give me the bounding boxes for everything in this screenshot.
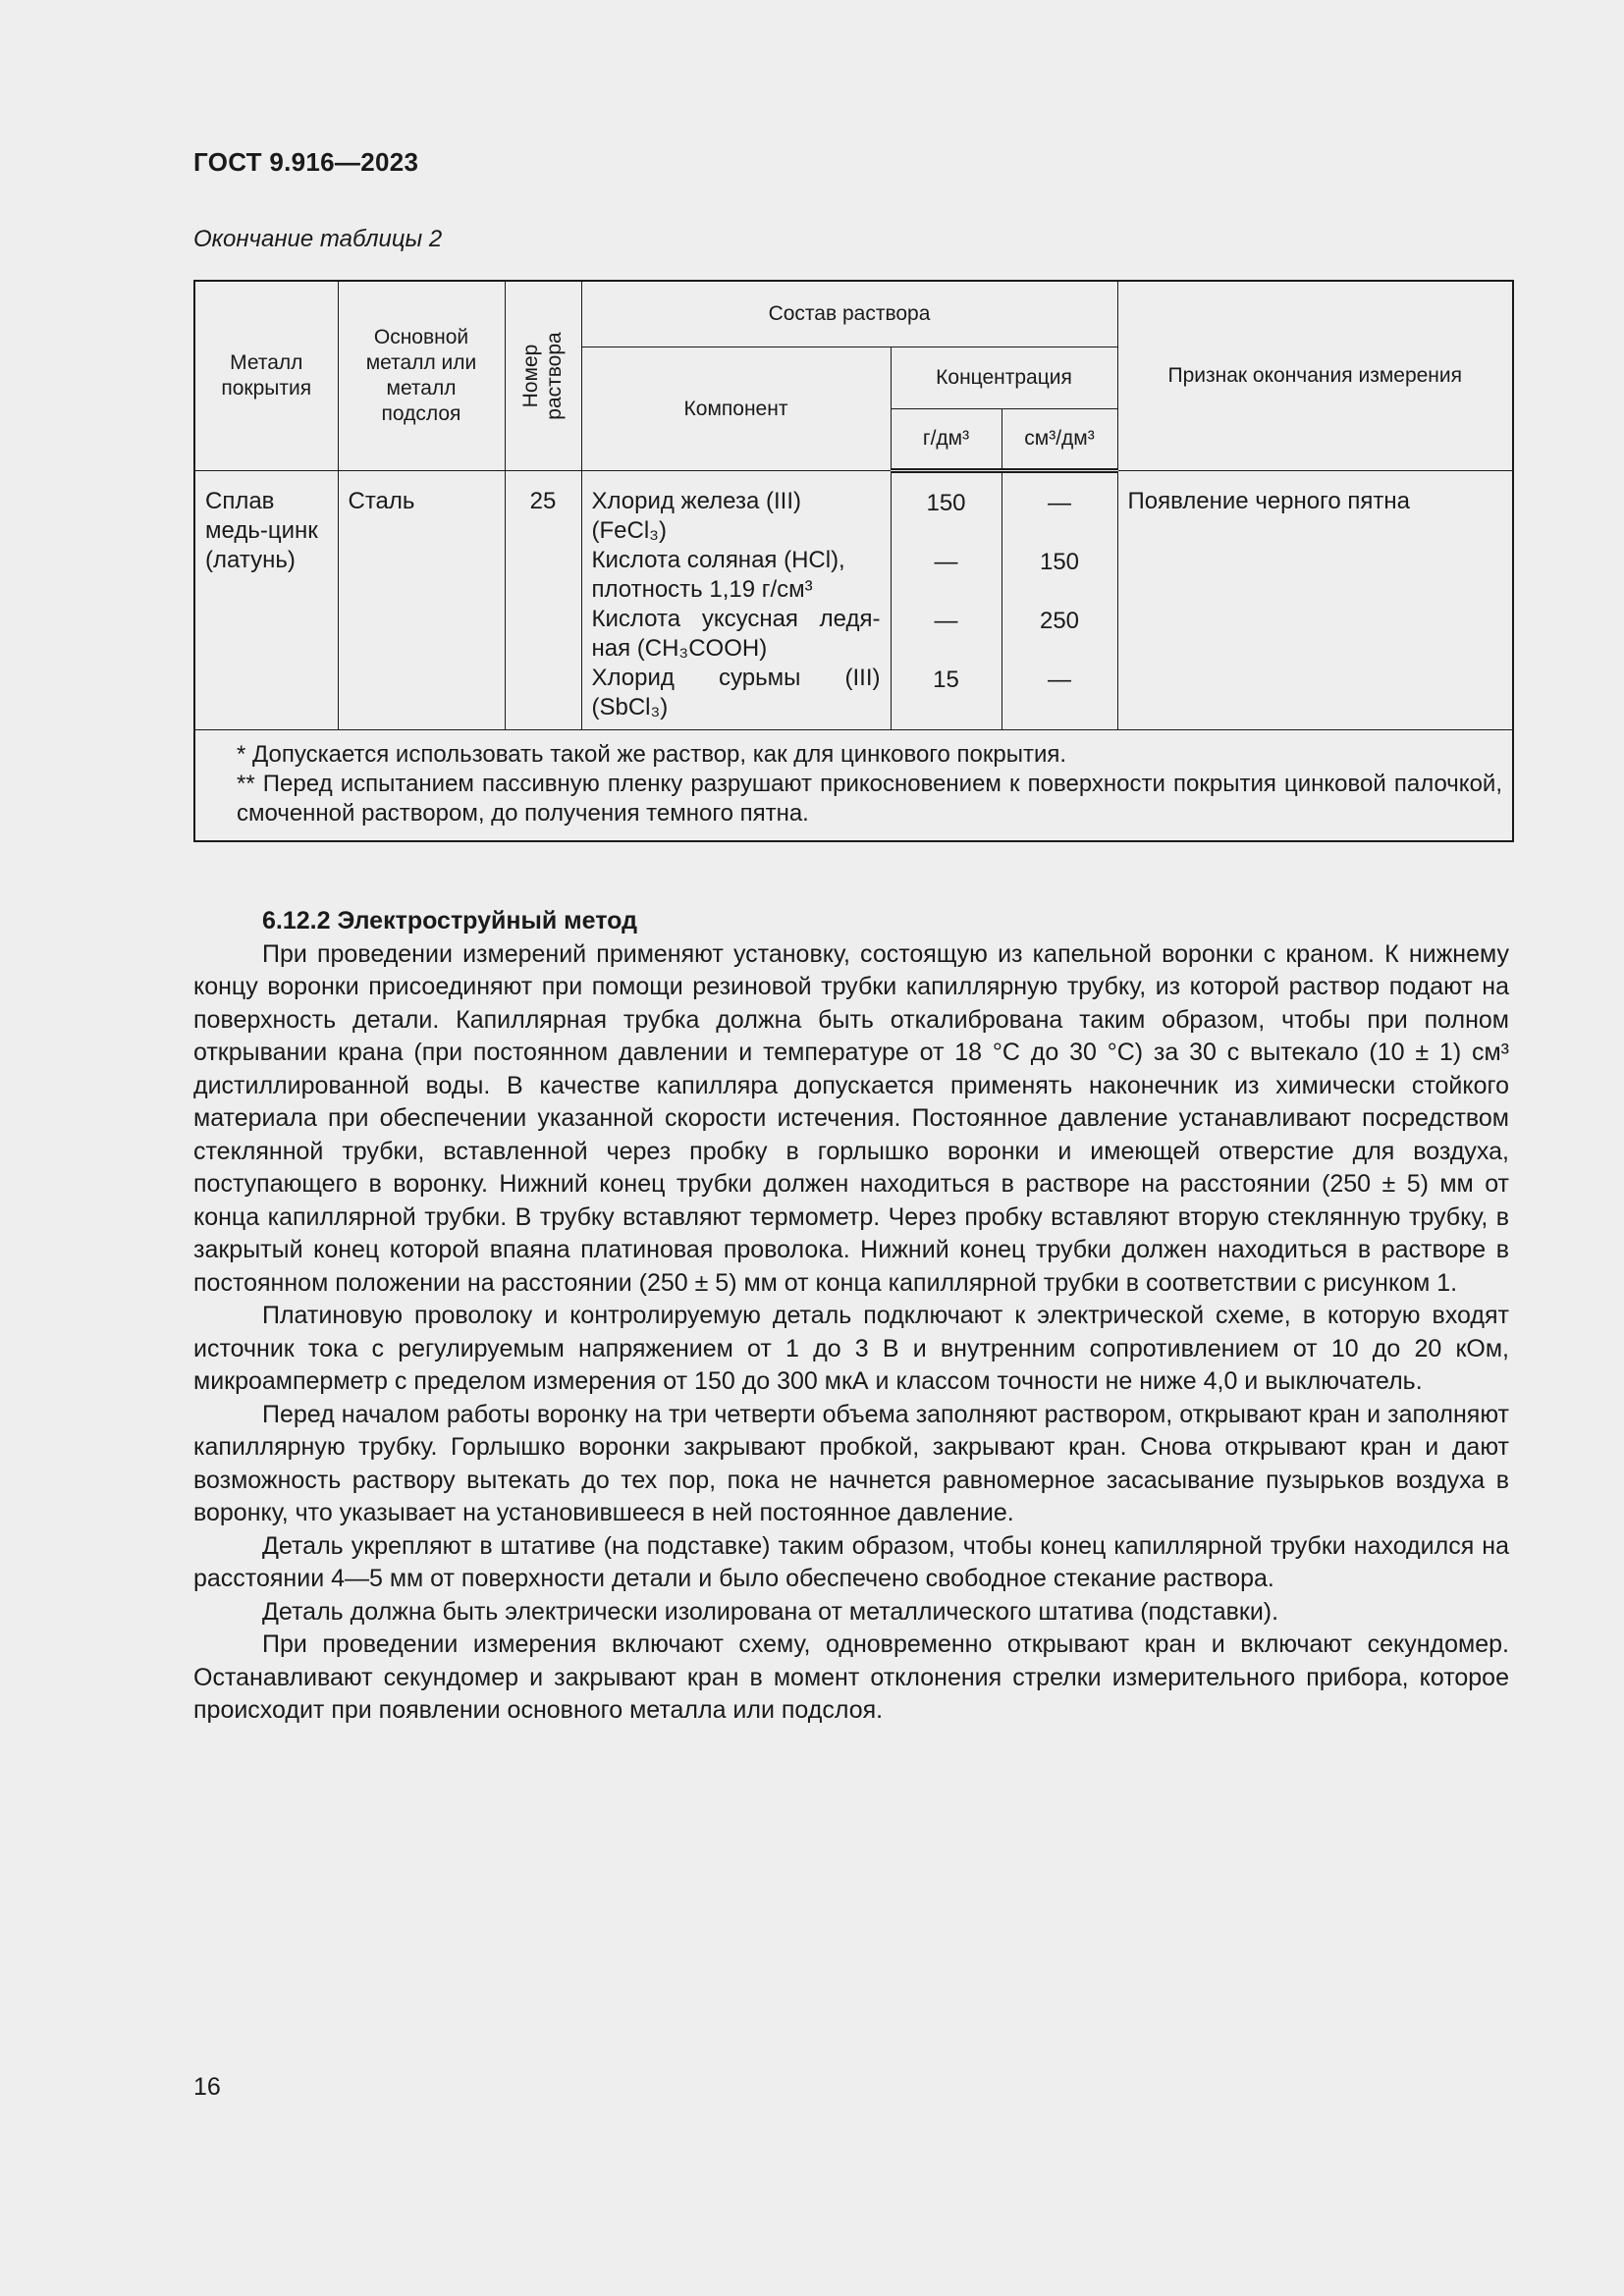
cell-components	[581, 471, 891, 730]
component-name: плотность 1,19 г/см³	[591, 576, 813, 603]
paragraph: Платиновую проволоку и контролируемую деталь подключают к электрической схеме, в которую входят источник тока с регулируемым напряжением от 1 до 3 В и внутренним сопротивлением от 10 до 20 кОм, микроамперметр с пределом измерения от 150 до 300 мкА и классом точности не ниже 4,0 и выключатель.	[193, 1302, 1509, 1395]
header-base-metal: Основной металл или металл подслоя	[338, 281, 505, 471]
paragraph: Перед началом работы воронку на три четверти объема заполняют раствором, открывают кран и заполняют капиллярную трубку. Горлышко воронки закрывают пробкой, закрывают кран. Снова открывают кран и дают возможность раствору вытекать до тех пор, пока не начнется равномерное засасывание пузырьков воздуха в воронку, что указывает на установившееся в ней постоянное давление.	[193, 1400, 1509, 1526]
component-name: Кислота уксусная ледя-	[591, 606, 881, 632]
cell-concentration-g: 150 — — 15	[891, 471, 1001, 730]
component-name: (FeCl₃)	[591, 517, 667, 544]
table-row	[194, 471, 1513, 730]
paragraph: При проведении измерений применяют установку, состоящую из капельной воронки с краном. К нижнему концу воронки присоединяют при помощи резиновой трубки капиллярную трубку, из которой раствор подают на поверхность детали. Капиллярная трубка должна быть откалибрована таким образом, чтобы при полном открывании крана (при постоянном давлении и температуре от 18 °С до 30 °С) за 30 с вытекало (10 ± 1) см³ дистиллированной воды. В качестве капилляра допускается применять наконечник из химически стойкого материала при обеспечении указанной скорости истечения. Постоянное давление устанавливают посредством стеклянной трубки, вставленной через пробку в горлышко воронки и имеющей отверстие для воздуха, поступающего в воронку. Нижний конец трубки должен находиться в растворе на расстоянии (250 ± 5) мм от конца капиллярной трубки. В трубку вставляют термометр. Через пробку вставляют вторую стеклянную трубку, в закрытый конец которой впаяна платиновая проволока. Нижний конец трубки должен находиться в растворе в постоянном положении на расстоянии (250 ± 5) мм от конца капиллярной трубки в соответствии с рисунком 1.	[193, 939, 1509, 1297]
component-name: Кислота соляная (HCl),	[591, 547, 845, 573]
note-2: ** Перед испытанием пассивную пленку разрушают прикосновением к поверхности покрытия цинковой палочкой, смоченной раствором, до получения темного пятна.	[237, 771, 1502, 827]
table-notes-row	[194, 730, 1513, 842]
cell-solution-number: 25	[505, 471, 581, 730]
cell-base-metal: Сталь	[338, 471, 505, 730]
header-component: Компонент	[581, 347, 891, 471]
table-2-end	[193, 280, 1514, 842]
section-title: 6.12.2 Электроструйный метод	[262, 907, 637, 934]
component-name: ная (CH₃COOH)	[591, 635, 768, 662]
cell-metal: Сплав медь-цинк (латунь)	[194, 471, 338, 730]
header-concentration: Концентрация	[891, 347, 1117, 409]
header-solution-number: Номер раствора	[505, 281, 581, 471]
note-1: * Допускается использовать такой же раствор, как для цинкового покрытия.	[237, 741, 1067, 768]
component-name: (SbCl₃)	[591, 694, 669, 721]
cell-end-sign: Появление черного пятна	[1117, 471, 1513, 730]
header-composition: Состав раствора	[581, 281, 1117, 347]
cell-concentration-cm: — 150 250 —	[1001, 471, 1117, 730]
section-6-12-2	[193, 905, 1509, 1728]
component-name: Хлорид сурьмы (III)	[591, 665, 881, 691]
table-notes	[194, 730, 1513, 842]
header-end-sign: Признак окончания измерения	[1117, 281, 1513, 471]
document-header: ГОСТ 9.916—2023	[193, 147, 419, 177]
component-name: Хлорид железа (III)	[591, 488, 801, 514]
paragraph: Деталь должна быть электрически изолирована от металлического штатива (подставки).	[262, 1597, 1279, 1626]
paragraph: Деталь укрепляют в штативе (на подставке) таким образом, чтобы конец капиллярной трубки находился на расстоянии 4—5 мм от поверхности детали и было обеспечено свободное стекание раствора.	[193, 1531, 1509, 1592]
header-unit-cm: см³/дм³	[1001, 409, 1117, 471]
header-unit-g: г/дм³	[891, 409, 1001, 471]
header-metal: Металл покрытия	[194, 281, 338, 471]
page-number: 16	[193, 2073, 221, 2101]
paragraph: При проведении измерения включают схему, одновременно открывают кран и включают секундомер. Останавливают секундомер и закрывают кран в момент отклонения стрелки измерительного прибора, которое происходит при появлении основного металла или подслоя.	[193, 1630, 1509, 1724]
table-caption: Окончание таблицы 2	[193, 226, 443, 252]
